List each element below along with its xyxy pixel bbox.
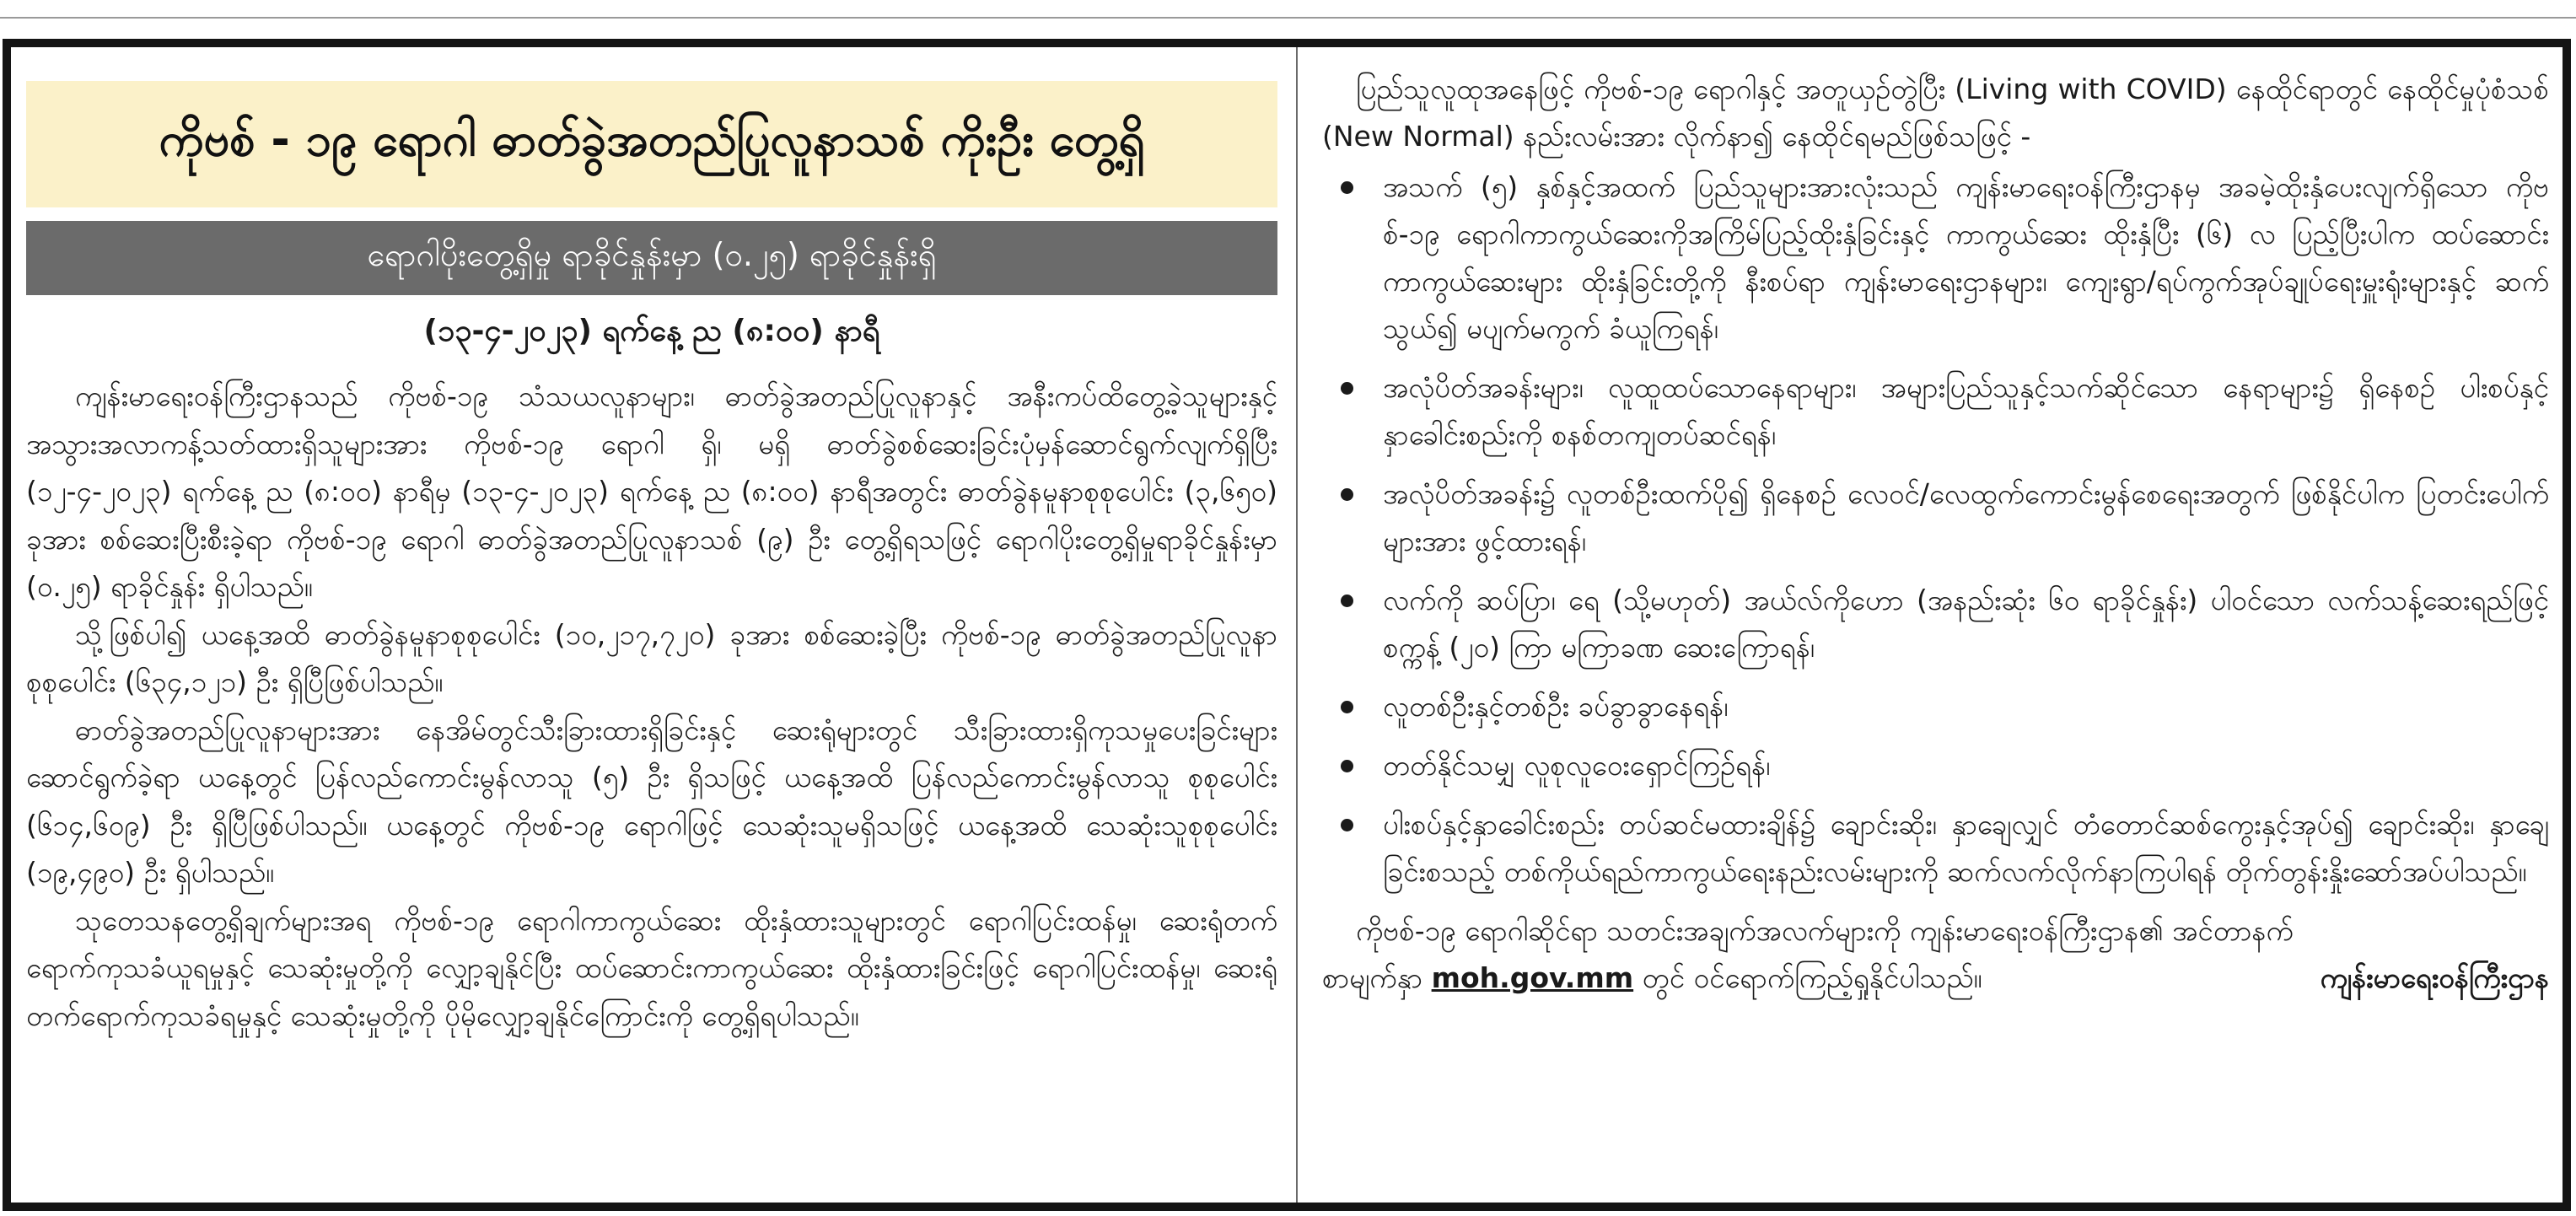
headline: ကိုဗစ် - ၁၉ ရောဂါ ဓာတ်ခွဲအတည်ပြုလူနာသစ် ကိုးဦး တွေ့ရှိ <box>26 81 1277 207</box>
closing-prefix: စာမျက်နှာ <box>1322 961 1423 994</box>
paragraph: ဓာတ်ခွဲအတည်ပြုလူနာများအား နေအိမ်တွင်သီးခြားထားရှိခြင်းနှင့် ဆေးရုံများတွင် သီးခြားထားရှိကုသမှုပေးခြင်းများ ဆောင်ရွက်ခဲ့ရာ ယနေ့တွင် ပြန်လည်ကောင်းမွန်လာသူ (၅) ဦး ရှိသဖြင့် ယနေ့အထိ ပြန်လည်ကောင်းမွန်လာသူ စုစုပေါင်း (၆၁၄,၆၀၉) ဦး ရှိပြီဖြစ်ပါသည်။ ယနေ့တွင် ကိုဗစ်-၁၉ ရောဂါဖြင့် သေဆုံးသူမရှိသဖြင့် ယနေ့အထိ သေဆုံးသူစုစုပေါင်း (၁၉,၄၉၀) ဦး ရှိပါသည်။ <box>26 713 1277 889</box>
bullet-icon <box>1341 595 1353 607</box>
list-item <box>1322 742 2549 789</box>
top-rule <box>0 17 2576 19</box>
list-item-text: လူတစ်ဦးနှင့်တစ်ဦး ခပ်ခွာခွာနေရန်၊ <box>1383 690 1729 723</box>
intro-paragraph: ပြည်သူလူထုအနေဖြင့် ကိုဗစ်-၁၉ ရောဂါနှင့် အတူယှဉ်တွဲပြီး (Living with COVID) နေထိုင်ရာတွင် နေထိုင်မှုပုံစံသစ် (New Normal) နည်းလမ်းအား လိုက်နာ၍ နေထိုင်ရမည်ဖြစ်သဖြင့် - <box>1322 73 2549 153</box>
list-item-text: တတ်နိုင်သမျှ လူစုလူဝေးရှောင်ကြဉ်ရန်၊ <box>1383 749 1771 782</box>
closing-suffix: တွင် ဝင်ရောက်ကြည့်ရှုနိုင်ပါသည်။ <box>1642 961 1982 994</box>
dateline: (၁၃-၄-၂၀၂၃) ရက်နေ့ ည (၈:၀၀) နာရီ <box>423 314 880 348</box>
paragraph: သုတေသနတွေ့ရှိချက်များအရ ကိုဗစ်-၁၉ ရောဂါကာကွယ်ဆေး ထိုးနှံထားသူများတွင် ရောဂါပြင်းထန်မှု၊ ဆေးရုံတက်ရောက်ကုသခံယူရမှုနှင့် သေဆုံးမှုတို့ကို လျှော့ချနိုင်ပြီး ထပ်ဆောင်းကာကွယ်ဆေး ထိုးနှံထားခြင်းဖြင့် ရောဂါပြင်းထန်မှု၊ ဆေးရုံတက်ရောက်ကုသခံရမှုနှင့် သေဆုံးမှုတို့ကို ပိုမိုလျှော့ချနိုင်ကြောင်းကို တွေ့ရှိရပါသည်။ <box>26 903 1277 1032</box>
list-item <box>1322 164 2549 352</box>
paragraph: သို့ဖြစ်ပါ၍ ယနေ့အထိ ဓာတ်ခွဲနမူနာစုစုပေါင်း (၁၀,၂၁၇,၇၂၀) ခုအား စစ်ဆေးခဲ့ပြီး ကိုဗစ်-၁၉ ဓာတ်ခွဲအတည်ပြုလူနာ စုစုပေါင်း (၆၃၄,၁၂၁) ဦး ရှိပြီဖြစ်ပါသည်။ <box>26 617 1277 698</box>
list-item-text: အလုံပိတ်အခန်းများ၊ လူထူထပ်သောနေရာများ၊ အများပြည်သူနှင့်သက်ဆိုင်သော နေရာများ၌ ရှိနေစဉ် ပါးစပ်နှင့်နှာခေါင်းစည်းကို စနစ်တကျတပ်ဆင်ရန်၊ <box>1383 371 2549 451</box>
list-item <box>1322 364 2549 459</box>
bullet-icon <box>1341 760 1353 772</box>
list-item-text: အသက် (၅) နှစ်နှင့်အထက် ပြည်သူများအားလုံးသည် ကျန်းမာရေးဝန်ကြီးဌာနမှ အခမဲ့ထိုးနှံပေးလျက်ရှိသော ကိုဗစ်-၁၉ ရောဂါကာကွယ်ဆေးကိုအကြိမ်ပြည့်ထိုးနှံခြင်းနှင့် ကာကွယ်ဆေး ထိုးနှံပြီး (၆) လ ပြည့်ပြီးပါက ထပ်ဆောင်းကာကွယ်ဆေးများ ထိုးနှံခြင်းတို့ကို နီးစပ်ရာ ကျန်းမာရေးဌာနများ၊ ကျေးရွာ/ရပ်ကွက်အုပ်ချုပ်ရေးမှူးရုံးများနှင့် ဆက်သွယ်၍ မပျက်မကွက် ခံယူကြရန်၊ <box>1383 170 2549 345</box>
bullet-icon <box>1341 382 1353 395</box>
list-item <box>1322 683 2549 730</box>
sub-headline: ရောဂါပိုးတွေ့ရှိမှု ရာခိုင်နှုန်းမှာ (၀.၂၅) ရာခိုင်နှုန်းရှိ <box>26 221 1277 295</box>
bullet-icon <box>1341 488 1353 501</box>
list-item <box>1322 801 2549 896</box>
list-item-text: လက်ကို ဆပ်ပြာ၊ ရေ (သို့မဟုတ်) အယ်လ်ကိုဟော (အနည်းဆုံး ၆၀ ရာခိုင်နှုန်း) ပါဝင်သော လက်သန့်ဆေးရည်ဖြင့် စက္ကန့် (၂၀) ကြာ မကြာခဏ ဆေးကြောရန်၊ <box>1383 584 2549 664</box>
bullet-icon <box>1341 701 1353 713</box>
right-column <box>1322 66 2549 1196</box>
closing-paragraph: ကိုဗစ်-၁၉ ရောဂါဆိုင်ရာ သတင်းအချက်အလက်များကို ကျန်းမာရေးဝန်ကြီးဌာန၏ အင်တာနက် <box>1356 914 2294 947</box>
left-column <box>26 81 1277 1194</box>
paragraph: ကျန်းမာရေးဝန်ကြီးဌာနသည် ကိုဗစ်-၁၉ သံသယလူနာများ၊ ဓာတ်ခွဲအတည်ပြုလူနာနှင့် အနီးကပ်ထိတွေ့ခဲ့သူများနှင့် အသွားအလာကန့်သတ်ထားရှိသူများအား ကိုဗစ်-၁၉ ရောဂါ ရှိ၊ မရှိ ဓာတ်ခွဲစစ်ဆေးခြင်းပုံမှန်ဆောင်ရွက်လျက်ရှိပြီး (၁၂-၄-၂၀၂၃) ရက်နေ့ ည (၈:၀၀) နာရီမှ (၁၃-၄-၂၀၂၃) ရက်နေ့ ည (၈:၀၀) နာရီအတွင်း ဓာတ်ခွဲနမူနာစုစုပေါင်း (၃,၆၅၀) ခုအား စစ်ဆေးပြီးစီးခဲ့ရာ ကိုဗစ်-၁၉ ရောဂါ ဓာတ်ခွဲအတည်ပြုလူနာသစ် (၉) ဦး တွေ့ရှိရသဖြင့် ရောဂါပိုးတွေ့ရှိမှုရာခိုင်နှုန်းမှာ (၀.၂၅) ရာခိုင်နှုန်း ရှိပါသည်။ <box>26 379 1277 603</box>
guideline-list <box>1322 164 2549 896</box>
bullet-icon <box>1341 181 1353 194</box>
list-item <box>1322 471 2549 565</box>
body-text <box>26 373 1277 1040</box>
website-link[interactable]: moh.gov.mm <box>1431 961 1634 994</box>
announcement-frame <box>3 39 2571 1211</box>
list-item <box>1322 577 2549 671</box>
bullet-icon <box>1341 819 1353 831</box>
column-divider <box>1296 47 1298 1203</box>
closing-line <box>1322 955 2549 1002</box>
list-item-text: ပါးစပ်နှင့်နှာခေါင်းစည်း တပ်ဆင်မထားချိန်၌ ချောင်းဆိုး၊ နှာချေလျှင် တံတောင်ဆစ်ကွေးနှင့်အုပ်၍ ချောင်းဆိုး၊ နှာချေခြင်းစသည့် တစ်ကိုယ်ရည်ကာကွယ်ရေးနည်းလမ်းများကို ဆက်လက်လိုက်နာကြပါရန် တိုက်တွန်းနှိုးဆော်အပ်ပါသည်။ <box>1383 808 2549 888</box>
ministry-signature: ကျန်းမာရေးဝန်ကြီးဌာန <box>2320 961 2549 994</box>
list-item-text: အလုံပိတ်အခန်း၌ လူတစ်ဦးထက်ပို၍ ရှိနေစဉ် လေဝင်/လေထွက်ကောင်းမွန်စေရေးအတွက် ဖြစ်နိုင်ပါက ပြတင်းပေါက်များအား ဖွင့်ထားရန်၊ <box>1383 477 2549 557</box>
